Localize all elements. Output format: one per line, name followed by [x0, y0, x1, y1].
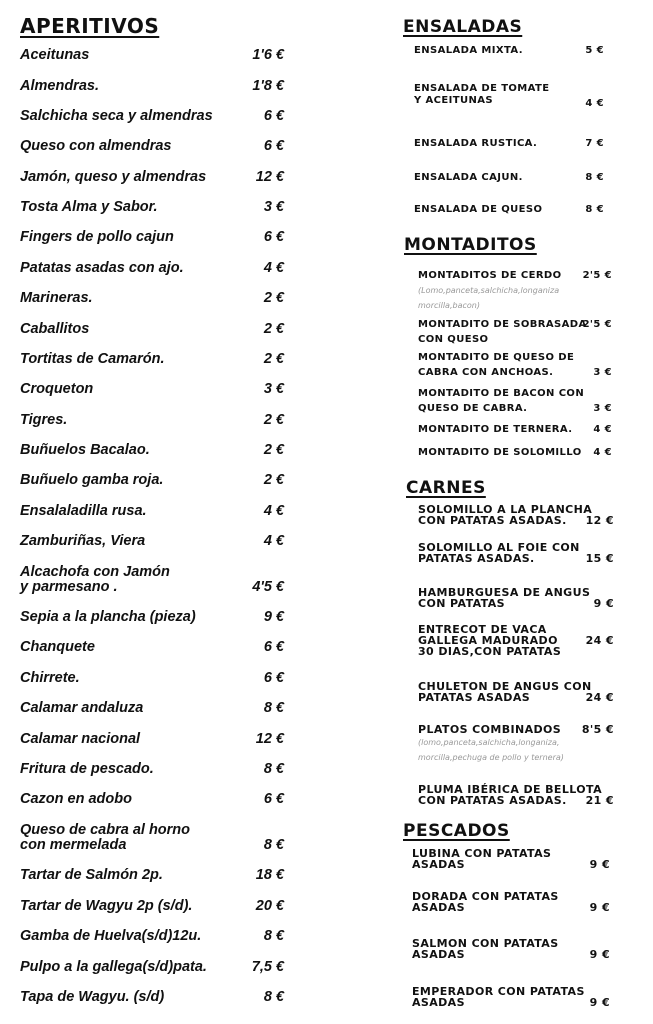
item-price: 8 € — [263, 928, 284, 944]
item-name: MONTADITO DE SOLOMILLO — [418, 447, 582, 458]
item-price: 4 € — [593, 424, 612, 435]
item-price: 4'5 € — [252, 579, 284, 595]
item-name: Tartar de Salmón 2p. — [20, 867, 163, 883]
item-name: MONTADITO DE QUESO DE CABRA CON ANCHOAS. — [418, 352, 575, 378]
item-price: 9 € — [263, 609, 284, 625]
menu-item — [418, 624, 614, 657]
item-name: Cazon en adobo — [20, 791, 132, 807]
item-name: Gamba de Huelva(s/d)12u. — [20, 928, 202, 944]
item-price: 2 € — [263, 412, 284, 428]
item-price: 6 € — [263, 229, 284, 245]
item-price: 4 € — [263, 533, 284, 549]
item-price: 6 € — [263, 639, 284, 655]
item-name: Chirrete. — [20, 670, 80, 686]
item-name: CHULETON DE ANGUS CON PATATAS ASADAS — [418, 680, 592, 704]
item-price: 9 € — [589, 901, 610, 914]
item-name: Sepia a la plancha (pieza) — [20, 609, 196, 625]
item-price: 9 € — [589, 948, 610, 961]
item-price: 21 € — [585, 794, 614, 807]
item-name: Calamar nacional — [20, 731, 141, 747]
menu-item — [418, 422, 612, 437]
item-price: 24 € — [585, 691, 614, 704]
item-name: PLATOS COMBINADOS — [418, 723, 562, 736]
item-price: 6 € — [263, 108, 284, 124]
item-name: HAMBURGUESA DE ANGUS CON PATATAS — [418, 586, 591, 610]
item-name: Marineras. — [20, 290, 93, 306]
item-name: Fritura de pescado. — [20, 761, 154, 777]
item-name: Tigres. — [20, 412, 68, 428]
item-price: 8 € — [263, 761, 284, 777]
item-name: Aceitunas — [20, 47, 90, 63]
item-name: LUBINA CON PATATAS ASADAS — [412, 847, 552, 871]
menu-item — [414, 83, 604, 107]
item-price: 12 € — [585, 514, 614, 527]
item-price: 5 € — [585, 45, 604, 56]
item-price: 4 € — [263, 503, 284, 519]
item-price: 2 € — [263, 351, 284, 367]
item-price: 3 € — [593, 403, 612, 414]
menu-item — [418, 587, 614, 609]
item-name: Calamar andaluza — [20, 700, 144, 716]
section-title-pescados: PESCADOS — [403, 821, 510, 841]
menu-item — [412, 986, 610, 1008]
item-price: 20 € — [255, 898, 284, 914]
item-price: 1'8 € — [252, 78, 284, 94]
item-description: (lomo,panceta,salchicha,longaniza, morcilla,pechuga de pollo y ternera) — [418, 738, 564, 762]
item-name: Almendras. — [20, 78, 99, 94]
menu-item — [412, 938, 610, 960]
item-price: 6 € — [263, 670, 284, 686]
menu-item — [418, 504, 614, 526]
item-name: PLUMA IBÉRICA DE BELLOTA CON PATATAS ASADAS. — [418, 783, 602, 807]
item-name: MONTADITO DE BACON CON QUESO DE CABRA. — [418, 388, 585, 414]
item-name: MONTADITO DE SOBRASADA CON QUESO — [418, 319, 587, 345]
item-price: 2 € — [263, 321, 284, 337]
item-name: EMPERADOR CON PATATAS ASADAS — [412, 985, 585, 1009]
menu-item — [418, 317, 612, 347]
item-name: Queso de cabra al horno con mermelada — [20, 822, 191, 853]
item-name: ENTRECOT DE VACA GALLEGA MADURADO 30 DIAS,CON PATATAS — [418, 623, 562, 658]
menu-item — [412, 891, 610, 913]
item-price: 6 € — [263, 791, 284, 807]
section-title-carnes: CARNES — [406, 478, 486, 498]
item-price: 9 € — [593, 597, 614, 610]
menu-item — [418, 542, 614, 564]
section-title-aperitivos: APERITIVOS — [20, 14, 160, 38]
item-price: 2 € — [263, 290, 284, 306]
item-name: ENSALADA DE QUESO — [414, 204, 543, 215]
item-name: Queso con almendras — [20, 138, 172, 154]
item-name: Tosta Alma y Sabor. — [20, 199, 158, 215]
menu-item — [418, 681, 614, 703]
menu-item — [414, 172, 604, 184]
item-name: SOLOMILLO AL FOIE CON PATATAS ASADAS. — [418, 541, 580, 565]
item-price: 2'5 € — [582, 270, 612, 281]
item-name: MONTADITOS DE CERDO — [418, 270, 562, 281]
item-name: Croqueton — [20, 381, 94, 397]
item-name: Tortitas de Camarón. — [20, 351, 165, 367]
item-price: 8'5 € — [581, 723, 614, 736]
item-price: 6 € — [263, 138, 284, 154]
menu-item — [418, 784, 614, 806]
section-title-montaditos: MONTADITOS — [404, 235, 537, 255]
section-title-ensaladas: ENSALADAS — [403, 17, 523, 37]
item-price: 24 € — [585, 634, 614, 647]
item-name: Tartar de Wagyu 2p (s/d). — [20, 898, 193, 914]
item-name: Patatas asadas con ajo. — [20, 260, 184, 276]
item-name: DORADA CON PATATAS ASADAS — [412, 890, 559, 914]
item-name: ENSALADA DE TOMATE Y ACEITUNAS — [414, 83, 550, 106]
item-price: 15 € — [585, 552, 614, 565]
item-price: 3 € — [593, 367, 612, 378]
item-name: Buñuelo gamba roja. — [20, 472, 164, 488]
item-name: Chanquete — [20, 639, 95, 655]
menu-item — [418, 268, 612, 313]
item-price: 9 € — [589, 996, 610, 1009]
item-price: 8 € — [585, 204, 604, 215]
menu-item — [418, 386, 612, 416]
item-price: 8 € — [263, 989, 284, 1005]
item-name: Jamón, queso y almendras — [20, 169, 207, 185]
item-price: 7 € — [585, 138, 604, 149]
item-price: 12 € — [255, 731, 284, 747]
menu-item — [418, 724, 614, 765]
item-price: 4 € — [593, 447, 612, 458]
menu-item — [414, 45, 604, 57]
menu-item — [418, 350, 612, 380]
item-price: 3 € — [263, 199, 284, 215]
item-price: 2 € — [263, 472, 284, 488]
item-price: 4 € — [585, 98, 604, 109]
item-name: Tapa de Wagyu. (s/d) — [20, 989, 165, 1005]
item-name: MONTADITO DE TERNERA. — [418, 424, 573, 435]
item-name: Buñuelos Bacalao. — [20, 442, 150, 458]
item-price: 18 € — [255, 867, 284, 883]
item-price: 2 € — [263, 442, 284, 458]
item-name: Zamburiñas, Viera — [20, 533, 146, 549]
menu-item — [414, 138, 604, 150]
item-name: SOLOMILLO A LA PLANCHA CON PATATAS ASADAS. — [418, 503, 593, 527]
item-name: SALMON CON PATATAS ASADAS — [412, 937, 559, 961]
item-name: ENSALADA RUSTICA. — [414, 138, 538, 149]
item-price: 9 € — [589, 858, 610, 871]
item-name: Pulpo a la gallega(s/d)pata. — [20, 959, 207, 975]
item-price: 3 € — [263, 381, 284, 397]
item-name: ENSALADA CAJUN. — [414, 172, 523, 183]
item-price: 8 € — [585, 172, 604, 183]
item-name: Salchicha seca y almendras — [20, 108, 213, 124]
item-description: (Lomo,panceta,salchicha,longaniza morcilla,bacon) — [418, 286, 560, 310]
item-price: 1'6 € — [252, 47, 284, 63]
menu-item — [412, 848, 610, 870]
item-price: 2'5 € — [582, 319, 612, 330]
menu-item — [414, 204, 604, 216]
item-price: 4 € — [263, 260, 284, 276]
item-name: Alcachofa con Jamón y parmesano . — [20, 564, 170, 595]
item-name: Fingers de pollo cajun — [20, 229, 174, 245]
item-name: Ensalaladilla rusa. — [20, 503, 147, 519]
item-name: Caballitos — [20, 321, 90, 337]
item-price: 8 € — [263, 700, 284, 716]
item-name: ENSALADA MIXTA. — [414, 45, 523, 56]
item-price: 8 € — [263, 837, 284, 853]
item-price: 7,5 € — [251, 959, 284, 975]
item-price: 12 € — [255, 169, 284, 185]
menu-item — [418, 445, 612, 460]
